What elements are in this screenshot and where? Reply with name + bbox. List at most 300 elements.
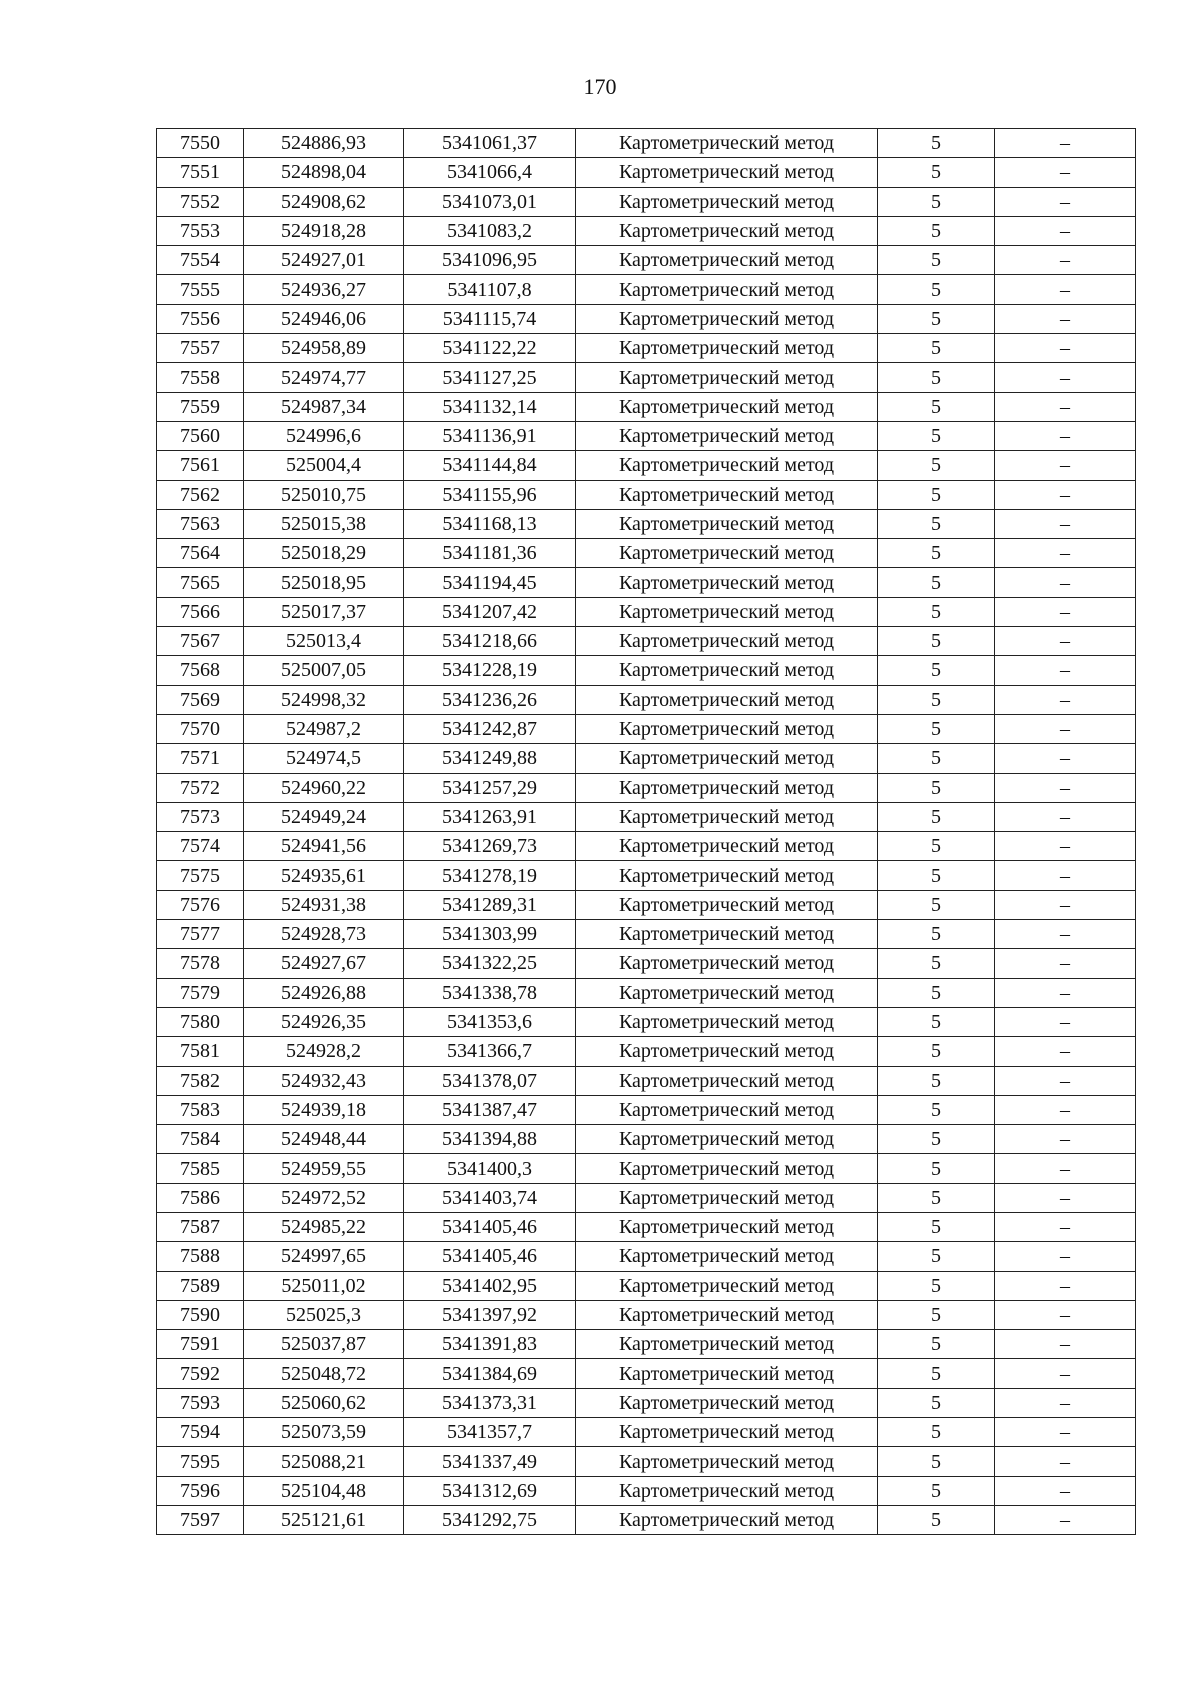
description-cell: – [995,509,1136,538]
point-number-cell: 7557 [157,334,244,363]
method-cell: Картометрический метод [576,920,878,949]
point-number-cell: 7560 [157,421,244,450]
y-coordinate-cell: 5341402,95 [404,1271,576,1300]
point-number-cell: 7565 [157,568,244,597]
method-cell: Картометрический метод [576,216,878,245]
x-coordinate-cell: 525018,95 [244,568,404,597]
point-number-cell: 7562 [157,480,244,509]
method-cell: Картометрический метод [576,480,878,509]
method-cell: Картометрический метод [576,890,878,919]
x-coordinate-cell: 524998,32 [244,685,404,714]
point-number-cell: 7569 [157,685,244,714]
x-coordinate-cell: 524928,73 [244,920,404,949]
table-row [157,1242,1136,1271]
method-cell: Картометрический метод [576,1330,878,1359]
description-cell: – [995,1476,1136,1505]
method-cell: Картометрический метод [576,275,878,304]
table-row [157,451,1136,480]
method-cell: Картометрический метод [576,568,878,597]
table-row [157,656,1136,685]
point-number-cell: 7596 [157,1476,244,1505]
accuracy-cell: 5 [878,949,995,978]
y-coordinate-cell: 5341391,83 [404,1330,576,1359]
table-row [157,1330,1136,1359]
accuracy-cell: 5 [878,1125,995,1154]
accuracy-cell: 5 [878,1300,995,1329]
y-coordinate-cell: 5341322,25 [404,949,576,978]
table-row [157,246,1136,275]
table-row [157,1154,1136,1183]
y-coordinate-cell: 5341249,88 [404,744,576,773]
accuracy-cell: 5 [878,216,995,245]
accuracy-cell: 5 [878,392,995,421]
x-coordinate-cell: 524927,67 [244,949,404,978]
method-cell: Картометрический метод [576,1242,878,1271]
method-cell: Картометрический метод [576,656,878,685]
method-cell: Картометрический метод [576,392,878,421]
y-coordinate-cell: 5341181,36 [404,539,576,568]
accuracy-cell: 5 [878,1330,995,1359]
accuracy-cell: 5 [878,773,995,802]
x-coordinate-cell: 525037,87 [244,1330,404,1359]
point-number-cell: 7579 [157,978,244,1007]
x-coordinate-cell: 524987,34 [244,392,404,421]
method-cell: Картометрический метод [576,421,878,450]
description-cell: – [995,890,1136,919]
table-row [157,1007,1136,1036]
point-number-cell: 7583 [157,1095,244,1124]
description-cell: – [995,802,1136,831]
method-cell: Картометрический метод [576,1505,878,1534]
accuracy-cell: 5 [878,1447,995,1476]
y-coordinate-cell: 5341155,96 [404,480,576,509]
method-cell: Картометрический метод [576,832,878,861]
method-cell: Картометрический метод [576,1125,878,1154]
table-row [157,1300,1136,1329]
table-row [157,334,1136,363]
method-cell: Картометрический метод [576,1154,878,1183]
point-number-cell: 7586 [157,1183,244,1212]
x-coordinate-cell: 524941,56 [244,832,404,861]
accuracy-cell: 5 [878,627,995,656]
table-row [157,304,1136,333]
description-cell: – [995,187,1136,216]
y-coordinate-cell: 5341366,7 [404,1037,576,1066]
table-row [157,773,1136,802]
method-cell: Картометрический метод [576,861,878,890]
point-number-cell: 7590 [157,1300,244,1329]
description-cell: – [995,539,1136,568]
method-cell: Картометрический метод [576,129,878,158]
method-cell: Картометрический метод [576,246,878,275]
description-cell: – [995,861,1136,890]
accuracy-cell: 5 [878,304,995,333]
y-coordinate-cell: 5341289,31 [404,890,576,919]
x-coordinate-cell: 525048,72 [244,1359,404,1388]
accuracy-cell: 5 [878,539,995,568]
table-row [157,216,1136,245]
y-coordinate-cell: 5341303,99 [404,920,576,949]
method-cell: Картометрический метод [576,451,878,480]
method-cell: Картометрический метод [576,744,878,773]
point-number-cell: 7581 [157,1037,244,1066]
table-row [157,714,1136,743]
point-number-cell: 7575 [157,861,244,890]
coordinates-table [156,128,1136,1535]
y-coordinate-cell: 5341136,91 [404,421,576,450]
table-row [157,597,1136,626]
point-number-cell: 7580 [157,1007,244,1036]
table-body [157,129,1136,1535]
x-coordinate-cell: 524939,18 [244,1095,404,1124]
method-cell: Картометрический метод [576,1212,878,1241]
point-number-cell: 7568 [157,656,244,685]
point-number-cell: 7574 [157,832,244,861]
point-number-cell: 7588 [157,1242,244,1271]
description-cell: – [995,1447,1136,1476]
table-row [157,539,1136,568]
x-coordinate-cell: 524898,04 [244,158,404,187]
description-cell: – [995,1154,1136,1183]
accuracy-cell: 5 [878,1183,995,1212]
accuracy-cell: 5 [878,363,995,392]
table-row [157,480,1136,509]
description-cell: – [995,597,1136,626]
point-number-cell: 7587 [157,1212,244,1241]
y-coordinate-cell: 5341403,74 [404,1183,576,1212]
table-row [157,1037,1136,1066]
y-coordinate-cell: 5341384,69 [404,1359,576,1388]
x-coordinate-cell: 524958,89 [244,334,404,363]
point-number-cell: 7567 [157,627,244,656]
point-number-cell: 7597 [157,1505,244,1534]
table-row [157,890,1136,919]
x-coordinate-cell: 525025,3 [244,1300,404,1329]
y-coordinate-cell: 5341228,19 [404,656,576,685]
accuracy-cell: 5 [878,832,995,861]
table-row [157,1183,1136,1212]
table-row [157,685,1136,714]
y-coordinate-cell: 5341083,2 [404,216,576,245]
x-coordinate-cell: 524908,62 [244,187,404,216]
table-row [157,978,1136,1007]
accuracy-cell: 5 [878,685,995,714]
accuracy-cell: 5 [878,1476,995,1505]
point-number-cell: 7553 [157,216,244,245]
description-cell: – [995,773,1136,802]
description-cell: – [995,714,1136,743]
x-coordinate-cell: 525121,61 [244,1505,404,1534]
x-coordinate-cell: 524928,2 [244,1037,404,1066]
description-cell: – [995,568,1136,597]
point-number-cell: 7559 [157,392,244,421]
description-cell: – [995,949,1136,978]
y-coordinate-cell: 5341405,46 [404,1242,576,1271]
table-row [157,949,1136,978]
accuracy-cell: 5 [878,714,995,743]
table-row [157,158,1136,187]
x-coordinate-cell: 525060,62 [244,1388,404,1417]
x-coordinate-cell: 525088,21 [244,1447,404,1476]
y-coordinate-cell: 5341292,75 [404,1505,576,1534]
x-coordinate-cell: 524997,65 [244,1242,404,1271]
x-coordinate-cell: 524927,01 [244,246,404,275]
y-coordinate-cell: 5341263,91 [404,802,576,831]
x-coordinate-cell: 524972,52 [244,1183,404,1212]
x-coordinate-cell: 524974,77 [244,363,404,392]
description-cell: – [995,363,1136,392]
x-coordinate-cell: 524926,35 [244,1007,404,1036]
method-cell: Картометрический метод [576,304,878,333]
method-cell: Картометрический метод [576,597,878,626]
x-coordinate-cell: 525104,48 [244,1476,404,1505]
description-cell: – [995,158,1136,187]
point-number-cell: 7593 [157,1388,244,1417]
point-number-cell: 7555 [157,275,244,304]
method-cell: Картометрический метод [576,1037,878,1066]
accuracy-cell: 5 [878,1095,995,1124]
accuracy-cell: 5 [878,1242,995,1271]
method-cell: Картометрический метод [576,1447,878,1476]
accuracy-cell: 5 [878,187,995,216]
description-cell: – [995,246,1136,275]
table-row [157,392,1136,421]
point-number-cell: 7571 [157,744,244,773]
y-coordinate-cell: 5341236,26 [404,685,576,714]
description-cell: – [995,451,1136,480]
point-number-cell: 7573 [157,802,244,831]
page-number: 170 [583,74,617,99]
description-cell: – [995,1330,1136,1359]
x-coordinate-cell: 524949,24 [244,802,404,831]
table-row [157,1212,1136,1241]
y-coordinate-cell: 5341242,87 [404,714,576,743]
description-cell: – [995,656,1136,685]
y-coordinate-cell: 5341357,7 [404,1418,576,1447]
y-coordinate-cell: 5341378,07 [404,1066,576,1095]
table-row [157,421,1136,450]
accuracy-cell: 5 [878,597,995,626]
y-coordinate-cell: 5341127,25 [404,363,576,392]
y-coordinate-cell: 5341257,29 [404,773,576,802]
x-coordinate-cell: 525013,4 [244,627,404,656]
table-row [157,861,1136,890]
y-coordinate-cell: 5341115,74 [404,304,576,333]
y-coordinate-cell: 5341107,8 [404,275,576,304]
method-cell: Картометрический метод [576,978,878,1007]
description-cell: – [995,627,1136,656]
point-number-cell: 7551 [157,158,244,187]
y-coordinate-cell: 5341400,3 [404,1154,576,1183]
table-row [157,920,1136,949]
point-number-cell: 7591 [157,1330,244,1359]
description-cell: – [995,1418,1136,1447]
table-row [157,1271,1136,1300]
accuracy-cell: 5 [878,1037,995,1066]
y-coordinate-cell: 5341144,84 [404,451,576,480]
accuracy-cell: 5 [878,802,995,831]
accuracy-cell: 5 [878,509,995,538]
description-cell: – [995,392,1136,421]
description-cell: – [995,1037,1136,1066]
method-cell: Картометрический метод [576,949,878,978]
point-number-cell: 7584 [157,1125,244,1154]
x-coordinate-cell: 524960,22 [244,773,404,802]
method-cell: Картометрический метод [576,627,878,656]
y-coordinate-cell: 5341397,92 [404,1300,576,1329]
description-cell: – [995,920,1136,949]
x-coordinate-cell: 525010,75 [244,480,404,509]
method-cell: Картометрический метод [576,685,878,714]
accuracy-cell: 5 [878,421,995,450]
point-number-cell: 7594 [157,1418,244,1447]
point-number-cell: 7554 [157,246,244,275]
description-cell: – [995,1388,1136,1417]
accuracy-cell: 5 [878,1505,995,1534]
x-coordinate-cell: 525011,02 [244,1271,404,1300]
method-cell: Картометрический метод [576,509,878,538]
accuracy-cell: 5 [878,744,995,773]
x-coordinate-cell: 525007,05 [244,656,404,685]
description-cell: – [995,1125,1136,1154]
table-row [157,1359,1136,1388]
method-cell: Картометрический метод [576,1183,878,1212]
accuracy-cell: 5 [878,275,995,304]
description-cell: – [995,304,1136,333]
accuracy-cell: 5 [878,1359,995,1388]
point-number-cell: 7589 [157,1271,244,1300]
table-row [157,1505,1136,1534]
y-coordinate-cell: 5341337,49 [404,1447,576,1476]
x-coordinate-cell: 524931,38 [244,890,404,919]
accuracy-cell: 5 [878,1007,995,1036]
method-cell: Картометрический метод [576,363,878,392]
description-cell: – [995,1066,1136,1095]
y-coordinate-cell: 5341132,14 [404,392,576,421]
point-number-cell: 7585 [157,1154,244,1183]
method-cell: Картометрический метод [576,714,878,743]
y-coordinate-cell: 5341278,19 [404,861,576,890]
method-cell: Картометрический метод [576,802,878,831]
table-row [157,275,1136,304]
description-cell: – [995,216,1136,245]
point-number-cell: 7576 [157,890,244,919]
description-cell: – [995,1212,1136,1241]
description-cell: – [995,978,1136,1007]
point-number-cell: 7564 [157,539,244,568]
x-coordinate-cell: 525018,29 [244,539,404,568]
y-coordinate-cell: 5341122,22 [404,334,576,363]
y-coordinate-cell: 5341394,88 [404,1125,576,1154]
accuracy-cell: 5 [878,480,995,509]
description-cell: – [995,744,1136,773]
accuracy-cell: 5 [878,656,995,685]
y-coordinate-cell: 5341096,95 [404,246,576,275]
method-cell: Картометрический метод [576,1388,878,1417]
x-coordinate-cell: 524974,5 [244,744,404,773]
y-coordinate-cell: 5341353,6 [404,1007,576,1036]
x-coordinate-cell: 525073,59 [244,1418,404,1447]
x-coordinate-cell: 524987,2 [244,714,404,743]
point-number-cell: 7566 [157,597,244,626]
accuracy-cell: 5 [878,1154,995,1183]
method-cell: Картометрический метод [576,187,878,216]
accuracy-cell: 5 [878,1388,995,1417]
description-cell: – [995,1007,1136,1036]
y-coordinate-cell: 5341218,66 [404,627,576,656]
table-row [157,363,1136,392]
description-cell: – [995,421,1136,450]
method-cell: Картометрический метод [576,158,878,187]
method-cell: Картометрический метод [576,1418,878,1447]
y-coordinate-cell: 5341338,78 [404,978,576,1007]
description-cell: – [995,1183,1136,1212]
x-coordinate-cell: 524948,44 [244,1125,404,1154]
description-cell: – [995,1300,1136,1329]
description-cell: – [995,334,1136,363]
point-number-cell: 7572 [157,773,244,802]
y-coordinate-cell: 5341269,73 [404,832,576,861]
table-row [157,627,1136,656]
table-row [157,832,1136,861]
accuracy-cell: 5 [878,334,995,363]
point-number-cell: 7570 [157,714,244,743]
table-row [157,509,1136,538]
x-coordinate-cell: 524946,06 [244,304,404,333]
accuracy-cell: 5 [878,890,995,919]
accuracy-cell: 5 [878,568,995,597]
y-coordinate-cell: 5341207,42 [404,597,576,626]
accuracy-cell: 5 [878,246,995,275]
point-number-cell: 7556 [157,304,244,333]
table-row [157,1125,1136,1154]
table-row [157,802,1136,831]
point-number-cell: 7558 [157,363,244,392]
description-cell: – [995,275,1136,304]
table-row [157,568,1136,597]
description-cell: – [995,832,1136,861]
x-coordinate-cell: 525017,37 [244,597,404,626]
x-coordinate-cell: 524918,28 [244,216,404,245]
y-coordinate-cell: 5341312,69 [404,1476,576,1505]
point-number-cell: 7563 [157,509,244,538]
description-cell: – [995,480,1136,509]
x-coordinate-cell: 524932,43 [244,1066,404,1095]
description-cell: – [995,1242,1136,1271]
method-cell: Картометрический метод [576,1095,878,1124]
x-coordinate-cell: 524985,22 [244,1212,404,1241]
method-cell: Картометрический метод [576,773,878,802]
table-row [157,1476,1136,1505]
accuracy-cell: 5 [878,861,995,890]
table-row [157,187,1136,216]
x-coordinate-cell: 524936,27 [244,275,404,304]
accuracy-cell: 5 [878,920,995,949]
point-number-cell: 7595 [157,1447,244,1476]
method-cell: Картометрический метод [576,1476,878,1505]
accuracy-cell: 5 [878,978,995,1007]
y-coordinate-cell: 5341194,45 [404,568,576,597]
point-number-cell: 7577 [157,920,244,949]
point-number-cell: 7578 [157,949,244,978]
table-row [157,129,1136,158]
x-coordinate-cell: 524959,55 [244,1154,404,1183]
x-coordinate-cell: 524935,61 [244,861,404,890]
point-number-cell: 7552 [157,187,244,216]
method-cell: Картометрический метод [576,1359,878,1388]
x-coordinate-cell: 525004,4 [244,451,404,480]
accuracy-cell: 5 [878,1066,995,1095]
